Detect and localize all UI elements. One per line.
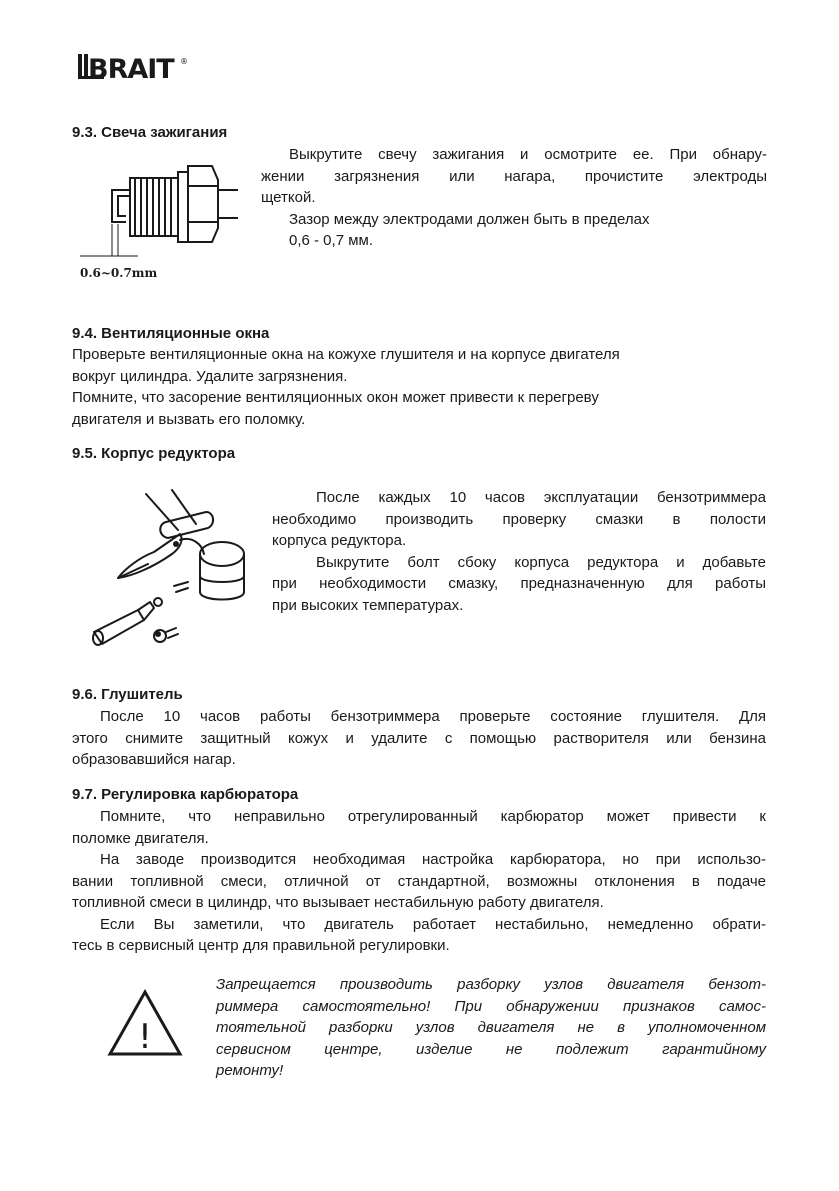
section-9-6-heading: 9.6. Глушитель — [72, 686, 183, 703]
text-line: После каждых 10 часов эксплуатации бензотриммера — [316, 489, 766, 506]
text-line: необходимо производить проверку смазки в полости — [272, 510, 766, 528]
registered-mark: ® — [180, 57, 188, 66]
text-line: Выкрутите свечу зажигания и осмотрите ее. При обнару- — [289, 146, 767, 163]
section-9-3-paragraph — [261, 144, 767, 252]
text-line: при необходимости смазку, предназначенную для работы — [272, 575, 766, 592]
text-line: двигателя и вызвать его поломку. — [72, 410, 306, 428]
text-line: вокруг цилиндра. Удалите загрязнения. — [72, 367, 348, 385]
text-line: щеткой. — [261, 189, 316, 206]
text-line: Запрещается производить разборку узлов двигателя бензот- — [216, 976, 766, 993]
section-9-6-paragraph — [72, 706, 766, 771]
section-9-3-heading: 9.3. Свеча зажигания — [72, 124, 228, 141]
warning-text — [216, 974, 766, 1082]
text-line: риммера самостоятельно! При обнаружении признаков самос- — [216, 997, 766, 1015]
text-line: Зазор между электродами должен быть в пределах — [289, 210, 650, 228]
spark-plug-figure — [78, 160, 243, 285]
text-line: Проверьте вентиляционные окна на кожухе глушителя и на корпусе двигателя — [72, 346, 620, 363]
text-line: вании топливной смеси, отличной от стандартной, возможны отклонения в подаче — [72, 872, 766, 890]
warning-icon — [106, 988, 184, 1058]
brait-logo — [76, 46, 216, 86]
text-line: тоятельной разборки узлов двигателя не в уполномоченном — [216, 1019, 766, 1036]
text-line: поломке двигателя. — [72, 829, 209, 847]
section-9-7-paragraph — [72, 806, 766, 957]
text-line: Помните, что неправильно отрегулированный карбюратор может привести к — [100, 808, 766, 825]
text-line: корпуса редуктора. — [272, 532, 407, 549]
section-9-5-heading: 9.5. Корпус редуктора — [72, 445, 236, 462]
text-line: топливной смеси в цилиндр, что вызывает нестабильную работу двигателя. — [72, 894, 604, 911]
text-line: образовавшийся нагар. — [72, 751, 236, 768]
text-line: Помните, что засорение вентиляционных окон может привести к перегреву — [72, 389, 599, 406]
text-line: Выкрутите болт сбоку корпуса редуктора и добавьте — [316, 553, 766, 571]
text-line: На заводе производится необходимая настройка карбюратора, но при использо- — [100, 851, 766, 868]
spark-gap-label: 0.6~0.7mm — [80, 266, 158, 280]
section-9-7-heading: 9.7. Регулировка карбюратора — [72, 786, 299, 803]
text-line: жении загрязнения или нагара, прочистите электроды — [261, 167, 767, 185]
text-line: при высоких температурах. — [272, 596, 464, 614]
section-9-4-paragraph — [72, 344, 772, 430]
section-9-5-paragraph — [272, 487, 766, 616]
text-line: тесь в сервисный центр для правильной регулировки. — [72, 937, 450, 954]
text-line: этого снимите защитный кожух и удалите с помощью растворителя или бензина — [72, 729, 766, 747]
logo-text: BRAIT — [88, 54, 174, 85]
text-line: ремонту! — [216, 1062, 284, 1079]
text-line: После 10 часов работы бензотриммера проверьте состояние глушителя. Для — [100, 708, 766, 725]
section-9-4-heading: 9.4. Вентиляционные окна — [72, 325, 270, 342]
text-line: Если Вы заметили, что двигатель работает нестабильно, немедленно обрати- — [100, 915, 766, 933]
text-line: сервисном центре, изделие не подлежит гарантийному — [216, 1040, 766, 1058]
gearbox-figure — [88, 484, 268, 652]
text-line: 0,6 - 0,7 мм. — [289, 232, 373, 249]
warning-symbol: ! — [138, 1017, 152, 1057]
